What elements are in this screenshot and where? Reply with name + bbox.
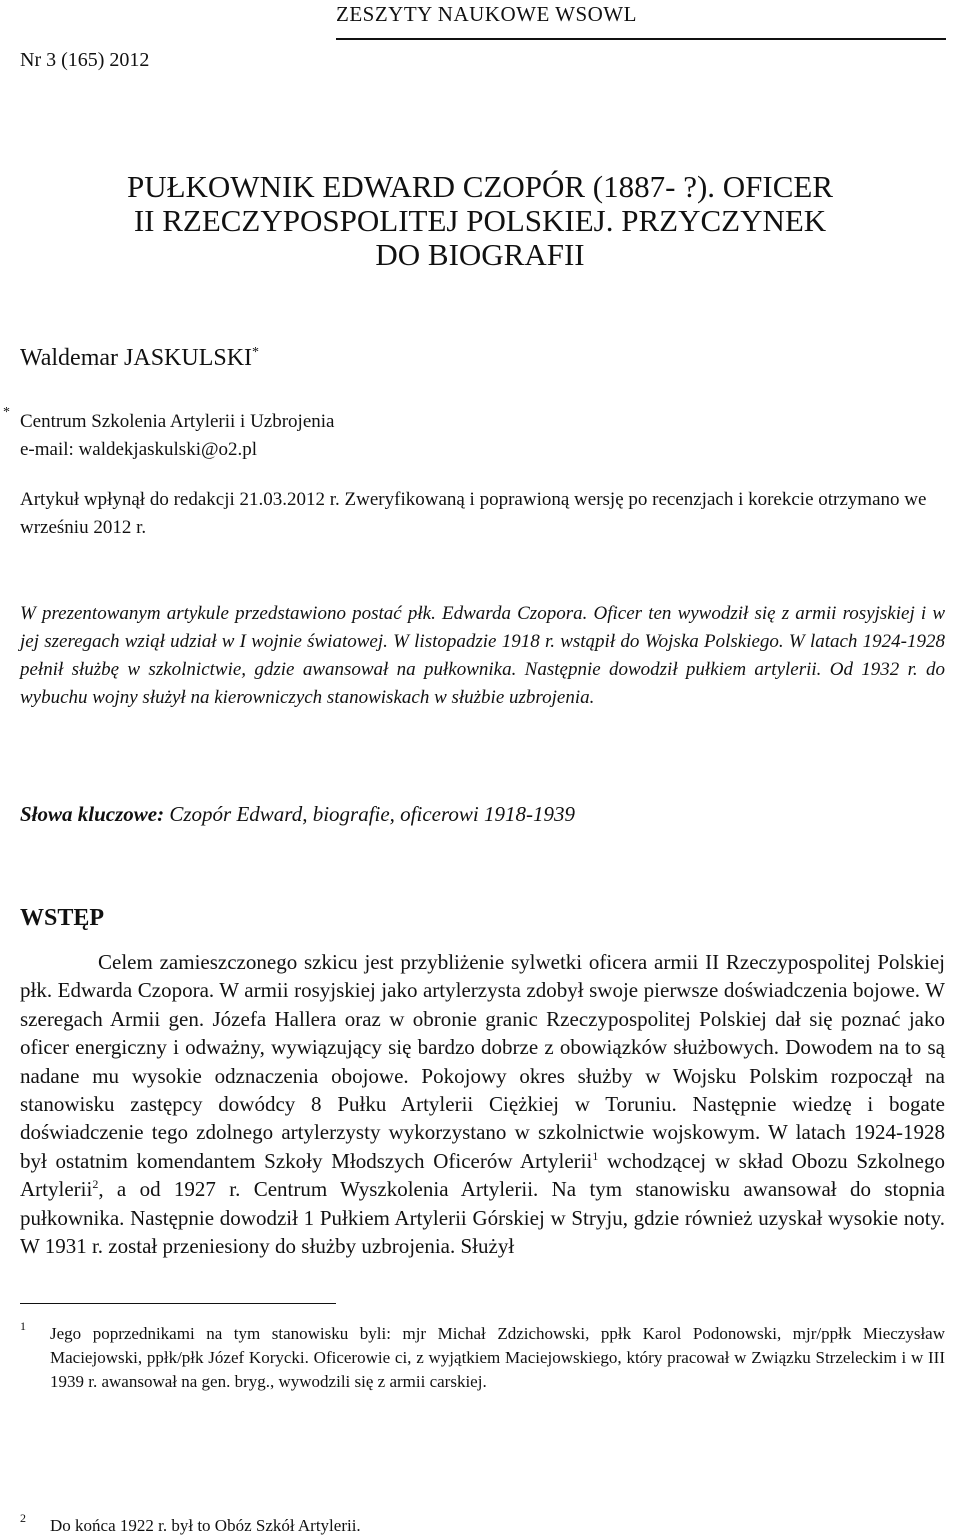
- author-name: Waldemar JASKULSKI: [20, 345, 253, 371]
- keywords-label: Słowa kluczowe:: [20, 802, 165, 826]
- footnote-ref-2: 2: [92, 1177, 99, 1192]
- footnote-2-number: 2: [20, 1511, 26, 1525]
- footnote-1-text: Jego poprzednikami na tym stanowisku byli: mjr Michał Zdzichowski, ppłk Karol Podonowski, mjr/ppłk Mieczysław Maciejowski, ppłk/płk Józef Korycki. Oficerowie ci, z wyjątkiem Maciejowskiego, który pracował w Związku Strzeleckim i w III 1939 r. awansował na gen. bryg., wywodzili się z armii carskiej.: [50, 1324, 945, 1391]
- footnote-1: [20, 1319, 945, 1394]
- body-text-part-2: wchodzącej w skład Obozu Szkolnego Artylerii: [20, 1148, 945, 1202]
- title-line-2: II RZECZYPOSPOLITEJ POLSKIEJ. PRZYCZYNEK: [133, 203, 827, 238]
- journal-name: ZESZYTY NAUKOWE WSOWL: [336, 2, 637, 26]
- section-heading: WSTĘP: [20, 905, 105, 931]
- affiliation-mark: *: [3, 405, 10, 420]
- footnote-2-text: Do końca 1922 r. był to Obóz Szkół Artylerii.: [50, 1516, 361, 1535]
- title-line-1: PUŁKOWNIK EDWARD CZOPÓR (1887- ?). OFICER: [126, 169, 834, 204]
- footnote-ref-1: 1: [592, 1148, 599, 1163]
- title-line-3: DO BIOGRAFII: [375, 237, 585, 272]
- keywords: [20, 802, 575, 827]
- abstract: [20, 600, 945, 712]
- article-title: [60, 170, 900, 272]
- keywords-list: Czopór Edward, biografie, oficerowi 1918-1939: [169, 802, 575, 826]
- footnote-rule: [20, 1303, 336, 1304]
- affiliation-block: [20, 408, 334, 464]
- body-text-part-3: , a od 1927 r. Centrum Wyszkolenia Artylerii. Na tym stanowisku awansował do stopnia pułkownika. Następnie dowodził 1 Pułkiem Artylerii Górskiej w Stryju, gdzie również uzyskał wysokie noty. W 1931 r. został przeniesiony do służby uzbrojenia. Służył: [20, 1177, 945, 1259]
- abstract-text: W prezentowanym artykule przedstawiono postać płk. Edwarda Czopora. Oficer ten wywodził się z armii rosyjskiej i w jej szeregach wziął udział w I wojnie światowej. W listopadzie 1918 r. wstąpił do Wojska Polskiego. W latach 1924-1928 pełnił służbę w szkolnictwie, gdzie awansował na pułkownika. Następnie dowodził pułkiem artylerii. Od 1932 r. do wybuchu wojny służył na kierowniczych stanowiskach w służbie uzbrojenia.: [20, 603, 945, 708]
- author: [20, 345, 259, 372]
- issue-number: Nr 3 (165) 2012: [20, 49, 150, 71]
- body-text-part-1: Celem zamieszczonego szkicu jest przybliżenie sylwetki oficera armii II Rzeczypospolitej Polskiej płk. Edwarda Czopora. W armii rosyjskiej jako artylerzysta zdobył swoje pierwsze doświadczenia bojowe. W szeregach Armii gen. Józefa Hallera oraz w obronie granic Rzeczypospolitej Polskiej dał się poznać jako oficer energiczny i odważny, wywiązujący się bardzo dobrze z obowiązków służbowych. Dowodem na to są nadane mu wysokie odznaczenia obojowe. Pokojowy okres służby w Wojsku Polskim rozpoczął na stanowisku zastępcy dowódcy 8 Pułku Artylerii Ciężkiej w Toruniu. Następnie wiedzę i bogate doświadczenie tego zdolnego artylerzysty wykorzystano w szkolnictwie wojskowym. W latach 1924-1928 był ostatnim komendantem Szkoły Młodszych Oficerów Artylerii: [20, 950, 945, 1173]
- received-note: Artykuł wpłynął do redakcji 21.03.2012 r. Zweryfikowaną i poprawioną wersję po recenzjach i korekcie otrzymano we wrześniu 2012 r.: [20, 489, 927, 538]
- body-paragraph: [20, 948, 945, 1260]
- author-footnote-mark: *: [252, 345, 260, 360]
- footnote-2: [20, 1511, 945, 1538]
- footnote-1-number: 1: [20, 1319, 26, 1333]
- affiliation: Centrum Szkolenia Artylerii i Uzbrojenia: [20, 411, 335, 432]
- author-email: e-mail: waldekjaskulski@o2.pl: [20, 439, 258, 460]
- header-rule: [336, 38, 946, 40]
